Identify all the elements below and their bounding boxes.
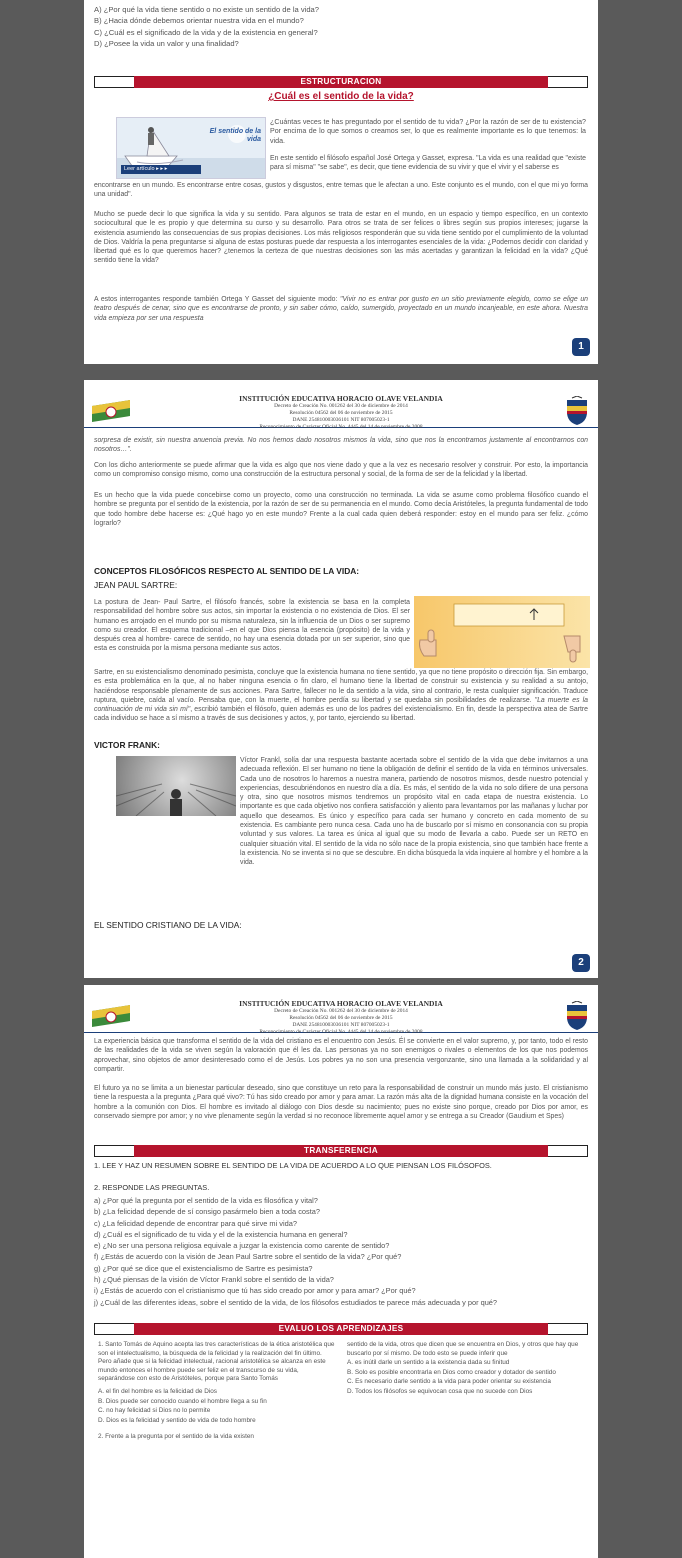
task-answer: 2. RESPONDE LAS PREGUNTAS.: [94, 1183, 210, 1192]
intro-question: C) ¿Cuál es el significado de la vida y de la existencia en general?: [94, 27, 318, 37]
question-item: d) ¿Cuál es el significado de tu vida y el de la existencia humana en general?: [94, 1229, 348, 1239]
intro-question: D) ¿Posee la vida un valor y una finalidad?: [94, 39, 239, 49]
coat-of-arms-icon: [562, 1001, 592, 1029]
read-article-label: Leer artículo: [124, 166, 155, 172]
evaluation-left-column: [98, 1341, 335, 1443]
paragraph-sartre-2: [94, 668, 588, 724]
school-logo-icon: [90, 396, 132, 424]
header-decree: Decreto de Creación No. 001262 del 30 de diciembre de 2014: [274, 403, 408, 409]
question-item: b) ¿La felicidad depende de sí consigo pasármelo bien a toda costa?: [94, 1207, 320, 1217]
section-bar-label: EVALUO LOS APRENDIZAJES: [134, 1323, 548, 1335]
question-item: i) ¿Estás de acuerdo con el cristianismo que tú has sido creado por amor y para amar? ¿Por qué?: [94, 1286, 416, 1296]
heading-christian: EL SENTIDO CRISTIANO DE LA VIDA:: [94, 920, 242, 930]
evaluation-right-column: [347, 1341, 584, 1443]
paragraph-christian-1: La experiencia básica que transforma el sentido de la vida del cristiano es el encuentro con Jesús. Él se convierte en el valor supremo, y, por tanto, todo el resto de las realidades de la vida se viven según la valoración que él les da. Las personas ya no son enemigos o rivales o elementos de los que nos podemos aprovechar, sino objetos de amor desinteresado como el de Jesús. Los pobres ya no son una presencia vergonzante, sino una llamada a la solidaridad y al compartir.: [94, 1038, 588, 1073]
eval-item: 1. Santo Tomás de Aquino acepta las tres características de la ética aristotélica que son el intelectualismo, la búsqueda de la felicidad y la realización del fin último. Pero añade que si la felicidad intelectual, racional aristotélica se alcanza en este mundo entonces el hombre puede ser feliz en el transcurso de su vida, separándose con esto de Aristóteles, porque para Santo Tomás: [98, 1341, 335, 1383]
eval-option: B. Solo es posible encontrarla en Dios como creador y dotador de sentido: [347, 1368, 556, 1376]
paragraph-ortega-answer: [94, 295, 588, 323]
header-resolution: Resolución 04562 del 06 de noviembre de 2015: [289, 410, 393, 416]
section-bar-label: ESTRUCTURACION: [134, 76, 548, 88]
eval-option: A. es inútil darle un sentido a la existencia dada su finitud: [347, 1359, 510, 1367]
ortega-quote: "Vivir no es entrar por gusto en un sitio previamente elegido, como se elige un teatro después de cenar, sino que es encontrarse de pronto, y sin saber cómo, caído, sumergido, proyectado en un mundo incanjeable, en este ahora. Nuestra vida empieza por ser una respuesta: [94, 296, 588, 322]
page-number-badge: 1: [572, 338, 590, 356]
transfer-questions: [94, 1195, 588, 1308]
sartre-text-b: , escribió también el filósofo, quien además es uno de los padres del existencialismo. En fin, desde la perspectiva atea de Sartre cada individuo se hace a sí mismo a través de sus decisiones y actos, y, por tanto, ejerciendo su libertad.: [94, 706, 589, 723]
paragraph-ortega-right: En este sentido el filósofo español José Ortega y Gasset, expresa. "La vida es una realidad que "existe para sí misma" "se sabe", es decir, que tiene evidencia de su vivir y que el vivir y el saberse es: [270, 155, 586, 172]
section-bar-evaluo: [94, 1323, 588, 1335]
header-dane: DANE 254810003036101 NIT 807005023-1: [292, 417, 390, 423]
cont-quote: sorpresa de existir, sin nuestra anuencia previa. No nos hemos dado nosotros mismos la vida, sino que nos la encontramos justamente al encontrarnos con nosotros…".: [94, 437, 588, 454]
eval-option: C. Es necesario darle sentido a la vida para poder orientar su existencia: [347, 1378, 551, 1386]
question-item: e) ¿No ser una persona religiosa equivale a juzgar la existencia como carente de sentido?: [94, 1241, 390, 1251]
paragraph-christian-2: El futuro ya no se limita a un bienestar particular deseado, sino que constituye un reto para la responsabilidad de construir un mundo más justo. El cristianismo tiene la respuesta a la pregunta ¿Para qué vivo?: Tú has sido creado por amor y para amar. La razón más alta de la dignidad humana consiste en la vocación del hombre a la comunión con Dios. El hombre es invitado al diálogo con Dios desde su nacimiento; pues no existe sino porque, creado por Dios por amor, es conservado siempre por amor; y no vive plenamente según la verdad si no reconoce libremente aquel amor y se entrega a su Creador (Gaudium et Spes): [94, 1085, 588, 1120]
task-summary: 1. LEE Y HAZ UN RESUMEN SOBRE EL SENTIDO DE LA VIDA DE ACUERDO A LO QUE PIENSAN LOS FILÓSOFOS.: [94, 1161, 492, 1170]
section-bar-transferencia: [94, 1145, 588, 1157]
read-article-button[interactable]: Leer artículo ▸ ▸ ▸: [121, 165, 201, 174]
intro-questions: [94, 4, 588, 50]
eval-option: D. Dios es la felicidad y sentido de vida de todo hombre: [98, 1416, 256, 1424]
heading-frankl: VICTOR FRANK:: [94, 740, 160, 750]
sartre-text-a: Sartre, en su existencialismo denominado pesimista, concluye que la existencia humana no tiene sentido, ya que no tiene propósito o dirección fija. Sin embargo, es esta problemática en la que, al no haber ninguna esencia o fin claro, el humano tiene la libertad de construir su existencia y su realidad a su antojo, haciéndose responsable plenamente de sus acciones. Para Sartre, fallecer no le da sentido a la vida, sino al contrario, le resta cualquier significación. Traduce ruptura, quiebre, caída al vacío. Pensaba que, con la muerte, el hombre perdía su libertad y se quedaba sin posibilidades de realizarse.: [94, 669, 588, 704]
institution-name: INSTITUCIÓN EDUCATIVA HORACIO OLAVE VELANDIA: [239, 394, 443, 403]
intro-question: A) ¿Por qué la vida tiene sentido o no existe un sentido de la vida?: [94, 5, 320, 14]
sartre-quote: "La muerte es la continuación de mi vida sin mí": [94, 696, 588, 714]
header-dane: DANE 254810003036101 NIT 807005023-1: [292, 1022, 390, 1028]
image-caption: El sentido de la vida: [209, 128, 261, 143]
page-number-badge: 2: [572, 954, 590, 972]
paragraph-intro-right: ¿Cuántas veces te has preguntado por el sentido de tu vida? ¿Por la razón de ser de tu existencia? Por encima de lo que somos o creamos ser, lo que es realmente importante es lo que tenemos: la vida.: [270, 118, 586, 145]
ortega-lead: A estos interrogantes responde también Ortega Y Gasset del siguiente modo:: [94, 296, 341, 303]
labyrinth-person-icon: [116, 756, 236, 816]
eval-option: C. no hay felicidad si Dios no lo permite: [98, 1407, 211, 1415]
header-recognition: Reconocimiento de Carácter Oficial No. 4445 del 14 de noviembre de 2008: [259, 424, 423, 430]
eval-item: sentido de la vida, otros que dicen que se encuentra en Dios, y otros que hay que buscarlo por sí mismo. De todo esto se puede inferir que: [347, 1341, 579, 1357]
eval-option: B. Dios puede ser conocido cuando el hombre llega a su fin: [98, 1397, 267, 1405]
question-item: h) ¿Qué piensas de la visión de Víctor Frankl sobre el sentido de la vida?: [94, 1275, 334, 1285]
section-bar-estructuracion: [94, 76, 588, 88]
thumbs-up-down-icon: [414, 596, 590, 668]
coat-of-arms-icon: [562, 396, 592, 424]
paragraph-project: Es un hecho que la vida puede concebirse como un proyecto, como una construcción no terminada. La vida se asume como problema filosófico cuando el hombre se pregunta por el sentido de la existencia, por la razón de ser de su permanencia en el mundo. Como decía Aristóteles, la pregunta fundamental de todo que todo hombre debe hacerse es: ¿Qué hago yo en este mundo? Frente a la cual cada quien deberá responder: estoy en el mundo para ser feliz. ¿cómo lograrlo?: [94, 492, 588, 527]
eval-option: D. Todos los filósofos se equivocan cosa que no sucede con Dios: [347, 1387, 533, 1395]
header-lines: [144, 999, 538, 1036]
question-item: j) ¿Cuál de las diferentes ideas, sobre el sentido de la vida, de los filósofos estudiados te parece más adecuada y por qué?: [94, 1297, 498, 1307]
heading-concepts: CONCEPTOS FILOSÓFICOS RESPECTO AL SENTIDO DE LA VIDA:: [94, 566, 360, 576]
institution-header: [84, 386, 598, 428]
heading-sartre: JEAN PAUL SARTRE:: [94, 580, 178, 590]
header-resolution: Resolución 04562 del 06 de noviembre de 2015: [289, 1015, 393, 1021]
eval-option: A. el fin del hombre es la felicidad de Dios: [98, 1387, 218, 1395]
thumbs-image: [414, 596, 590, 668]
eval-item: 2. Frente a la pregunta por el sentido de la vida existen: [98, 1433, 254, 1441]
paragraph-frankl: Víctor Frankl, solía dar una respuesta bastante acertada sobre el sentido de la vida que debe invitarnos a una adecuada reflexión. El ser humano no tiene la obligación de definir el sentido de la vida en términos universales. Cada uno de nosotros lo haremos a nuestra manera, partiendo de nosotros mismos, desde nuestro potencial y experiencias, descubriéndonos en nuestro día a día. Es más, el sentido de la vida no solo difiere de una persona y otra, sino que nosotros mismos tendremos un propósito vital en cada etapa de nuestra existencia. Lo importante es que cada objetivo nos confiera satisfacción y aliento para levantarnos por las mañanas y luchar por aquello que deseamos. Es único y específico para cada ser humano y concreto en cada momento de su existencia. Es cambiante pero nunca cesa. Cada uno ha de buscarlo por sí mismo en consonancia con su propia voluntad y sus valores. La tarea es única al igual que su modo de llevarla a cabo. Puede ser un RETO en cualquier situación vital. El sentido de la vida no sólo nace de la propia existencia, sino que también hace frente a la existencia. No se inventa si no que se descubre. En dicha búsqueda la vida inquiere al hombre y el hombre a la vida.: [240, 757, 588, 867]
question-item: c) ¿La felicidad depende de encontrar para qué sirve mi vida?: [94, 1218, 297, 1228]
question-item: a) ¿Por qué la pregunta por el sentido de la vida es filosófica y vital?: [94, 1196, 318, 1205]
institution-header: [84, 991, 598, 1033]
question-item: f) ¿Estás de acuerdo con la visión de Jean Paul Sartre sobre el sentido de la vida? ¿Por qué?: [94, 1252, 402, 1262]
section-bar-label: TRANSFERENCIA: [134, 1145, 548, 1157]
page-3: [84, 985, 598, 1558]
paragraph-meaning: Mucho se puede decir lo que significa la vida y su sentido. Para algunos se trata de estar en el mundo, en un espacio y tiempo específico, en un contexto sociocultural que le es propio y que determina su curso y su desarrollo. Para otros se trata de ser felices o libres según sus propios intereses; jugarse la existencia asumiendo las consecuencias de sus propias decisiones. Los más religiosos responderán que su vida tiene sentido por el cumplimiento de la voluntad de Dios. Valdría la pena preguntarse si alguna de estas posturas puede dar respuesta a los interrogantes esenciales de la vida: ¿Podemos decidir con claridad y libertad qué es lo que queremos hacer? ¿tenemos la certeza de que nuestras decisiones son las más acertadas y garantizan la felicidad en la vida? ¿Qué sentido tiene la vida?: [94, 211, 588, 265]
institution-name: INSTITUCIÓN EDUCATIVA HORACIO OLAVE VELANDIA: [239, 999, 443, 1008]
paragraph-ortega-full: encontrarse en un mundo. Es encontrarse entre cosas, gustos y disgustos, entre temas que le afectan a uno. Este conjunto es el mundo, con el que mi yo forma una unidad".: [94, 182, 588, 199]
header-recognition: Reconocimiento de Carácter Oficial No. 4445 del 14 de noviembre de 2008: [259, 1029, 423, 1035]
school-logo-icon: [90, 1001, 132, 1029]
page-2: [84, 380, 598, 978]
header-lines: [144, 394, 538, 431]
question-item: g) ¿Por qué se dice que el existencialismo de Sartre es pesimista?: [94, 1263, 313, 1273]
evaluation-columns: [98, 1341, 584, 1443]
intro-question: B) ¿Hacia dónde debemos orientar nuestra vida en el mundo?: [94, 16, 304, 26]
header-decree: Decreto de Creación No. 001262 del 30 de diciembre de 2014: [274, 1008, 408, 1014]
page-subtitle: ¿Cuál es el sentido de la vida?: [268, 91, 414, 102]
page-1: [84, 0, 598, 364]
sentido-vida-image: [116, 117, 266, 179]
paragraph-sartre-1: La postura de Jean- Paul Sartre, el filósofo francés, sobre la existencia se basa en la completa responsabilidad del hombre sobre sus actos, sin importar la existencia o no existencia de Dios. El ser humano es arrojado en el mundo por su misma naturaleza, sin la influencia de un Dios o ser supremo como su creador. El esquema tradicional –en el que Dios piensa la esencia (propósito) de la vida y después crea al hombre- carece de sentido, no hay una esencia dotada por un ser superior, sino que esta es construida por la misma persona mediante sus actos.: [94, 599, 410, 653]
labyrinth-image: [116, 756, 236, 816]
paragraph-given-life: Con los dicho anteriormente se puede afirmar que la vida es algo que nos viene dado y que a la vez es necesario resolver y construir. Por esto, la importancia como un compromiso consigo mismo, como una construcción de la estructura personal y social, de la forma de ser de la felicidad y la libertad.: [94, 462, 588, 479]
